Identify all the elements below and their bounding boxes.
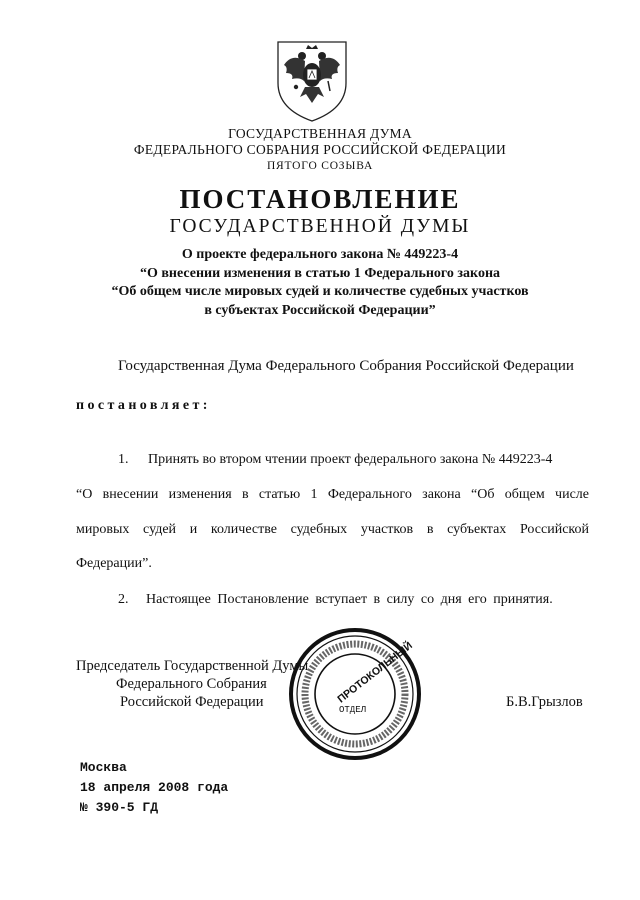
document-subtitle: ГОСУДАРСТВЕННОЙ ДУМЫ <box>169 216 471 237</box>
signature-position-line: Российской Федерации <box>120 694 264 710</box>
header-line-3: ПЯТОГО СОЗЫВА <box>266 160 374 172</box>
footer-date: 18 апреля 2008 года <box>80 780 229 795</box>
document-title: ПОСТАНОВЛЕНИЕ <box>179 184 461 214</box>
header-line-1: ГОСУДАРСТВЕННАЯ ДУМА <box>228 126 412 141</box>
item-1-line: Принять во втором чтении проект федерального закона № 449223-4 <box>148 452 553 467</box>
item-1-line: Федерации”. <box>76 556 152 571</box>
stamp-center-top: ПРОТОКОЛЬНЫЙ <box>335 639 415 706</box>
decrees-word: постановляет: <box>76 398 211 413</box>
item-2-number: 2. <box>118 592 129 607</box>
signatory-name: Б.В.Грызлов <box>506 694 583 710</box>
item-1-line: мировых судей и количестве судебных участков в субъектах Российской <box>76 522 589 537</box>
coat-of-arms-emblem <box>274 39 350 123</box>
bill-title-line: в субъектах Российской Федерации” <box>204 303 436 318</box>
item-1-number: 1. <box>118 452 129 467</box>
bill-title-line: “Об общем числе мировых судей и количестве судебных участков <box>111 284 529 299</box>
bill-title-line: О проекте федерального закона № 449223-4 <box>181 247 459 262</box>
footer-city: Москва <box>80 760 127 775</box>
item-2-text: Настоящее Постановление вступает в силу со дня его принятия. <box>146 592 553 607</box>
signature-position-line: Федерального Собрания <box>116 676 267 692</box>
preamble-text: Государственная Дума Федерального Собрания Российской Федерации <box>118 358 574 374</box>
stamp-center-bottom: ОТДЕЛ <box>339 705 367 715</box>
item-1-line: “О внесении изменения в статью 1 Федерального закона “Об общем числе <box>76 487 589 502</box>
footer-number: № 390-5 ГД <box>80 800 159 815</box>
signature-position-line: Председатель Государственной Думы <box>76 658 309 674</box>
header-line-2: ФЕДЕРАЛЬНОГО СОБРАНИЯ РОССИЙСКОЙ ФЕДЕРАЦИИ <box>133 142 507 157</box>
round-stamp <box>287 626 423 762</box>
bill-title-line: “О внесении изменения в статью 1 Федерального закона <box>139 266 501 281</box>
